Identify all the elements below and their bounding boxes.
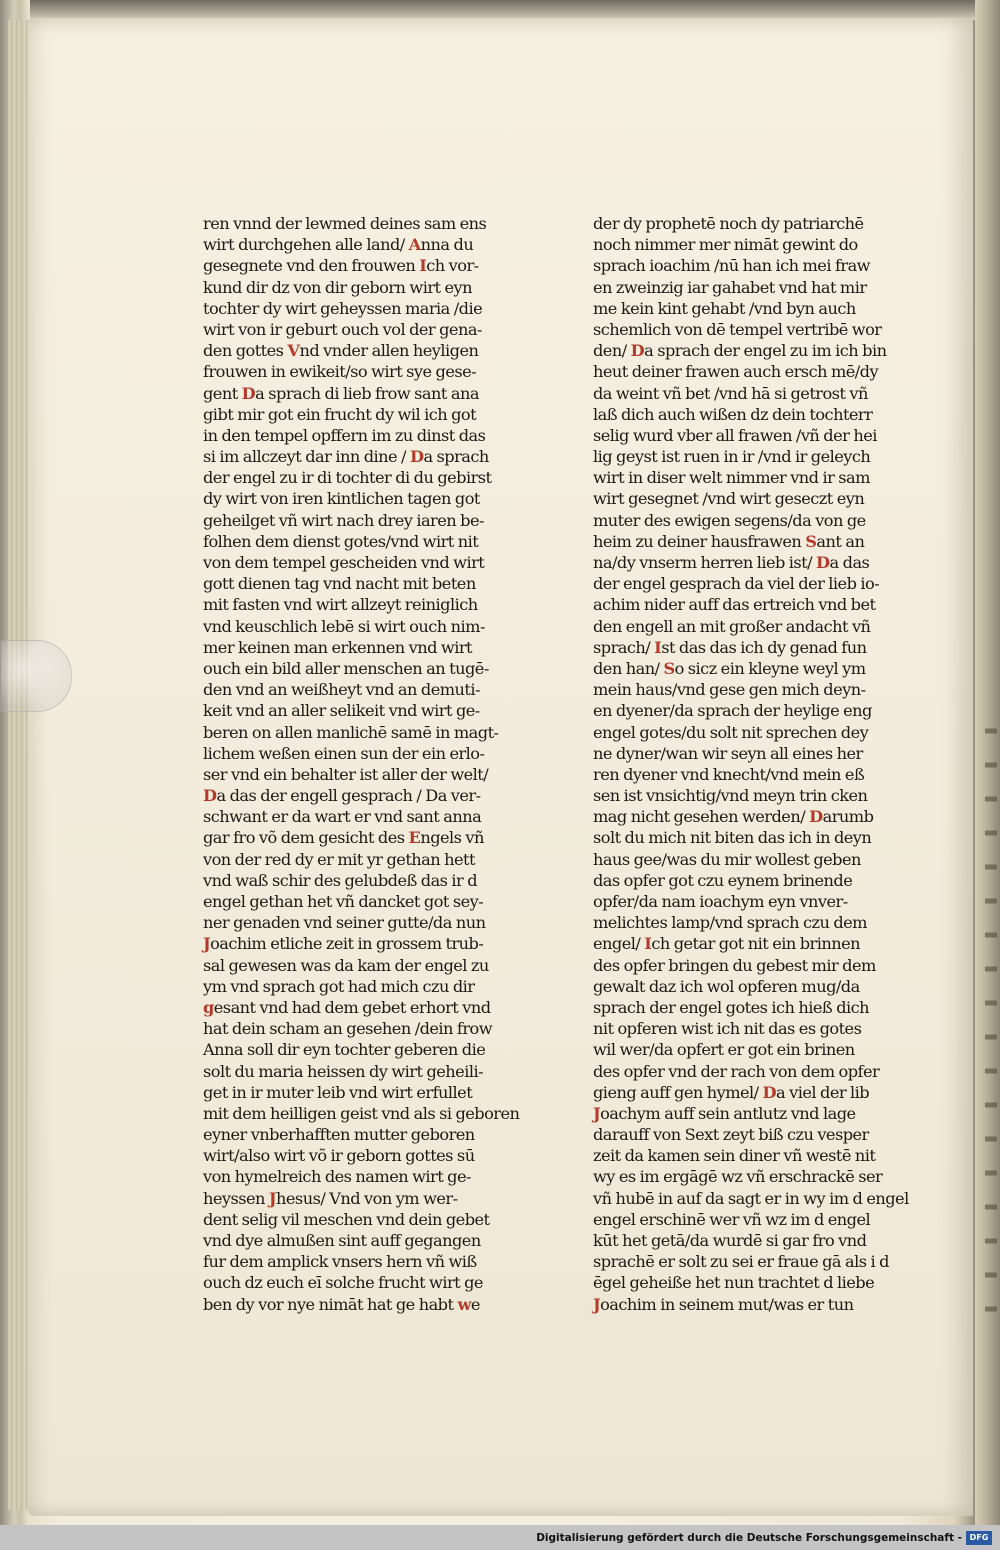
rubricated-initial: J — [203, 934, 211, 954]
text-line — [593, 743, 933, 764]
line-text: lig geyst ist ruen in ir /vnd ir geleych — [593, 447, 871, 467]
text-line — [203, 340, 543, 361]
line-text-continued: ch vor- — [426, 256, 479, 276]
line-text-continued: a viel der lib — [776, 1082, 870, 1102]
line-text: mit dem heilligen geist vnd als si geboren — [203, 1103, 520, 1123]
text-line — [593, 1039, 933, 1060]
rubricated-initial: E — [408, 828, 421, 848]
line-text: beren on allen manlichē samē in magt- — [203, 722, 499, 742]
text-line — [593, 277, 933, 298]
line-text: das opfer got czu eynem brinende — [593, 870, 853, 890]
line-text: en zweinzig iar gahabet vnd hat mir — [593, 277, 867, 297]
text-line — [593, 1251, 933, 1272]
text-line — [203, 552, 543, 573]
text-line — [593, 679, 933, 700]
line-text-continued: a das — [829, 553, 870, 572]
text-line — [593, 1145, 933, 1166]
line-text: laß dich auch wißen dz dein tochterr — [593, 404, 873, 424]
text-line — [203, 827, 543, 848]
line-text: mer keinen man erkennen vnd wirt — [203, 637, 472, 657]
line-text: des opfer bringen du gebest mir dem — [593, 955, 876, 975]
text-line — [593, 1209, 933, 1230]
text-line — [203, 510, 543, 531]
line-text: schemlich von dē tempel vertribē wor — [593, 319, 882, 339]
text-line — [203, 488, 543, 509]
text-line — [593, 234, 933, 255]
line-text-continued: ngels vñ — [420, 828, 484, 848]
line-text-continued: ant an — [816, 531, 865, 551]
line-text: heyssen — [203, 1188, 269, 1208]
line-text: heut deiner frawen auch ersch mē/dy — [593, 362, 879, 382]
text-line — [593, 488, 933, 509]
text-line — [593, 1124, 933, 1145]
line-text: wirt in diser welt nimmer vnd ir sam — [593, 468, 870, 488]
text-line — [593, 806, 933, 827]
line-text: engel gethan het vñ dancket got sey- — [203, 892, 484, 911]
line-text: ren vnnd der lewmed deines sam ens — [203, 214, 487, 233]
line-text: me kein kint gehabt /vnd byn auch — [593, 298, 856, 318]
text-line — [203, 658, 543, 679]
rubricated-initial: J — [268, 1188, 277, 1208]
text-line — [593, 870, 933, 891]
text-line — [593, 722, 933, 743]
text-line — [203, 1082, 543, 1103]
line-text-continued: arumb — [822, 807, 874, 827]
line-text: Anna soll dir eyn tochter geberen die — [203, 1040, 486, 1060]
rubricated-initial: D — [762, 1082, 777, 1102]
text-line — [593, 467, 933, 488]
text-line — [203, 955, 543, 976]
line-text: gesegnete vnd den frouwen — [203, 256, 420, 276]
line-text: vnd waß schir des gelubdeß das ir d — [203, 870, 478, 890]
line-text: der engel zu ir di tochter di du gebirst — [203, 468, 492, 488]
text-line — [203, 700, 543, 721]
text-line — [203, 531, 543, 552]
text-line — [593, 700, 933, 721]
text-line — [593, 298, 933, 319]
rubricated-initial: g — [203, 997, 214, 1017]
line-text-continued: oachim in seinem mut/was er tun — [600, 1294, 854, 1314]
line-text: den han/ — [593, 658, 664, 678]
line-text: vnd dye almußen sint auff gegangen — [203, 1231, 481, 1250]
line-text: hat dein scham an gesehen /dein frow — [203, 1019, 493, 1039]
text-line — [593, 658, 933, 679]
text-line — [593, 764, 933, 785]
line-text-continued: ch getar got nit ein brinnen — [651, 934, 861, 954]
line-text: sprach ioachim /nū han ich mei fraw — [593, 256, 870, 276]
rubricated-initial: S — [805, 531, 817, 551]
line-text: mag nicht gesehen werden/ — [593, 807, 810, 827]
line-text: gewalt daz ich wol opferen mug/da — [593, 976, 860, 996]
line-text: solt du maria heissen dy wirt geheili- — [203, 1061, 483, 1081]
rubricated-initial: I — [644, 934, 652, 954]
line-text: ouch ein bild aller menschen an tugē- — [203, 658, 489, 678]
line-text: wirt von ir geburt ouch vol der gena- — [203, 319, 482, 339]
text-line — [593, 531, 933, 552]
text-line — [203, 594, 543, 615]
line-text: darauff von Sext zeyt biß czu vesper — [593, 1125, 869, 1145]
line-text-continued: hesus/ Vnd von ym wer- — [276, 1188, 458, 1208]
line-text: der engel gesprach da viel der lieb io- — [593, 574, 880, 594]
text-line — [593, 446, 933, 467]
line-text: der dy prophetē noch dy patriarchē — [593, 214, 864, 233]
text-line — [203, 849, 543, 870]
text-line — [203, 933, 543, 954]
line-text: haus gee/was du mir wollest geben — [593, 849, 861, 869]
rubricated-initial: I — [654, 637, 662, 657]
rubricated-initial: I — [419, 256, 427, 276]
line-text: fur dem amplick vnsers hern vñ wiß — [203, 1252, 477, 1272]
line-text-continued: nd vnder allen heyligen — [299, 341, 479, 361]
text-line — [203, 1230, 543, 1251]
line-text-continued: nna du — [420, 235, 474, 255]
rubricated-initial: D — [809, 807, 823, 827]
text-line — [593, 255, 933, 276]
rubricated-initial: D — [816, 553, 830, 572]
line-text: heim zu deiner hausfrawen — [593, 531, 806, 551]
line-text: wirt durchgehen alle land/ — [203, 235, 409, 255]
line-text: von hymelreich des namen wirt ge- — [203, 1167, 471, 1187]
text-line — [203, 277, 543, 298]
line-text: wy es im ergāgē wz vñ erschrackē ser — [593, 1167, 883, 1187]
line-text: gar fro võ dem gesicht des — [203, 828, 409, 848]
facing-page-text-bleed — [985, 700, 997, 1340]
rubricated-initial: D — [203, 786, 217, 806]
text-line — [593, 849, 933, 870]
line-text: selig wurd vber all frawen /vñ der hei — [593, 425, 877, 445]
line-text: dent selig vil meschen vnd dein gebet — [203, 1209, 490, 1229]
text-line — [593, 976, 933, 997]
line-text-continued: a das der engell gesprach / Da ver- — [216, 786, 481, 806]
text-line — [203, 891, 543, 912]
page-clip — [0, 640, 72, 712]
line-text: opfer/da nam ioachym eyn vnver- — [593, 892, 848, 911]
line-text: engel gotes/du solt nit sprechen dey — [593, 722, 869, 742]
line-text: ēgel geheiße het nun trachtet d liebe — [593, 1273, 875, 1293]
line-text: da weint vñ bet /vnd hā si getrost vñ — [593, 383, 868, 403]
line-text: nit opferen wist ich nit das es gotes — [593, 1019, 862, 1039]
text-column-left — [203, 213, 543, 1315]
text-line — [203, 573, 543, 594]
rubricated-initial: w — [457, 1294, 471, 1314]
text-line — [203, 1272, 543, 1293]
text-line — [203, 213, 543, 234]
text-line — [203, 785, 543, 806]
line-text: keit vnd an aller selikeit vnd wirt ge- — [203, 701, 480, 721]
text-line — [203, 806, 543, 827]
line-text: folhen dem dienst gotes/vnd wirt nit — [203, 531, 479, 551]
rubricated-initial: D — [409, 447, 424, 467]
line-text: ner genaden vnd seiner gutte/da nun — [203, 913, 486, 933]
dfg-logo: DFG — [966, 1531, 992, 1545]
rubricated-initial: S — [663, 658, 675, 678]
text-line — [203, 722, 543, 743]
line-text: ben dy vor nye nimāt hat ge habt — [203, 1294, 458, 1314]
text-line — [203, 912, 543, 933]
line-text: vnd keuschlich lebē si wirt ouch nim- — [203, 616, 485, 636]
line-text: achim nider auff das ertreich vnd bet — [593, 595, 876, 615]
rubricated-initial: D — [241, 383, 256, 403]
text-line — [593, 912, 933, 933]
line-text: geheilget vñ wirt nach drey iaren be- — [203, 510, 484, 530]
text-line — [593, 552, 933, 573]
line-text: eyner vnberhafften mutter geboren — [203, 1125, 475, 1145]
line-text: na/dy vnserm herren lieb ist/ — [593, 553, 817, 572]
text-line — [593, 425, 933, 446]
line-text-continued: st das das ich dy genad fun — [661, 637, 867, 657]
text-line — [203, 1145, 543, 1166]
text-line — [203, 361, 543, 382]
line-text: zeit da kamen sein diner vñ westē nit — [593, 1146, 876, 1166]
line-text: sprach der engel gotes ich hieß dich — [593, 997, 870, 1017]
line-text: ouch dz euch eī solche frucht wirt ge — [203, 1273, 483, 1293]
line-text: vñ hubē in auf da sagt er in wy im d engel — [593, 1188, 909, 1208]
text-line — [593, 1018, 933, 1039]
text-line — [203, 234, 543, 255]
text-line — [593, 1061, 933, 1082]
text-line — [203, 319, 543, 340]
text-line — [203, 743, 543, 764]
line-text: wil wer/da opfert er got ein brinen — [593, 1040, 855, 1060]
text-line — [593, 510, 933, 531]
line-text-continued: esant vnd had dem gebet erhort vnd — [213, 997, 491, 1017]
line-text: den vnd an weißheyt vnd an demuti- — [203, 680, 480, 700]
rubricated-initial: A — [408, 235, 421, 255]
line-text: engel erschinē wer vñ wz im d engel — [593, 1209, 871, 1229]
text-line — [593, 1103, 933, 1124]
line-text: dy wirt von iren kintlichen tagen got — [203, 489, 480, 509]
line-text: schwant er da wart er vnd sant anna — [203, 807, 482, 827]
line-text: sen ist vnsichtig/vnd meyn trin cken — [593, 786, 868, 806]
line-text: engel/ — [593, 934, 645, 954]
text-line — [593, 340, 933, 361]
line-text: frouwen in ewikeit/so wirt sye gese- — [203, 362, 477, 382]
text-line — [203, 425, 543, 446]
text-line — [203, 404, 543, 425]
text-line — [593, 1294, 933, 1315]
rubricated-initial: V — [287, 341, 300, 361]
line-text: gott dienen tag vnd nacht mit beten — [203, 574, 476, 594]
line-text-continued: e — [470, 1294, 480, 1314]
text-line — [203, 1251, 543, 1272]
text-line — [203, 870, 543, 891]
text-line — [203, 1124, 543, 1145]
line-text: ne dyner/wan wir seyn all eines her — [593, 743, 863, 763]
text-line — [593, 361, 933, 382]
line-text: mein haus/vnd gese gen mich deyn- — [593, 680, 866, 700]
line-text: get in ir muter leib vnd wirt erfullet — [203, 1082, 473, 1102]
text-line — [203, 1188, 543, 1209]
text-line — [593, 637, 933, 658]
text-line — [593, 933, 933, 954]
text-line — [593, 997, 933, 1018]
text-line — [593, 891, 933, 912]
line-text: wirt gesegnet /vnd wirt geseczt eyn — [593, 489, 865, 509]
text-line — [203, 467, 543, 488]
line-text: noch nimmer mer nimāt gewint do — [593, 235, 858, 255]
line-text: en dyener/da sprach der heylige eng — [593, 701, 872, 721]
text-line — [203, 679, 543, 700]
line-text: in den tempel opffern im zu dinst das — [203, 425, 486, 445]
line-text: von der red dy er mit yr gethan hett — [203, 849, 475, 869]
line-text: den/ — [593, 341, 631, 361]
text-line — [593, 404, 933, 425]
line-text-continued: oachim etliche zeit in grossem trub- — [210, 934, 484, 954]
text-line — [593, 1082, 933, 1103]
text-line — [203, 1018, 543, 1039]
line-text: muter des ewigen segens/da von ge — [593, 510, 866, 530]
line-text: solt du mich nit biten das ich in deyn — [593, 828, 872, 848]
line-text: melichtes lamp/vnd sprach czu dem — [593, 913, 867, 933]
line-text: tochter dy wirt geheyssen maria /die — [203, 298, 483, 318]
line-text: lichem weßen einen sun der ein erlo- — [203, 743, 485, 763]
line-text: ym vnd sprach got had mich czu dir — [203, 976, 475, 996]
line-text: ser vnd ein behalter ist aller der welt/ — [203, 764, 489, 784]
footer-credit: Digitalisierung gefördert durch die Deutsche Forschungsgemeinschaft - — [536, 1532, 962, 1544]
line-text: sprachē er solt zu sei er fraue gā als i d — [593, 1252, 889, 1272]
line-text-continued: oachym auff sein antlutz vnd lage — [600, 1103, 856, 1123]
text-line — [203, 1294, 543, 1315]
text-line — [203, 764, 543, 785]
text-line — [203, 637, 543, 658]
line-text: wirt/also wirt võ ir geborn gottes sū — [203, 1146, 475, 1166]
line-text: kund dir dz von dir geborn wirt eyn — [203, 277, 472, 297]
rubricated-initial: J — [593, 1294, 601, 1314]
text-line — [593, 785, 933, 806]
text-line — [593, 1166, 933, 1187]
text-line — [203, 1103, 543, 1124]
text-line — [203, 383, 543, 404]
text-line — [203, 1039, 543, 1060]
text-line — [203, 976, 543, 997]
text-line — [203, 255, 543, 276]
line-text: mit fasten vnd wirt allzeyt reiniglich — [203, 595, 478, 615]
text-line — [593, 1272, 933, 1293]
line-text: von dem tempel gescheiden vnd wirt — [203, 553, 485, 572]
line-text: sprach/ — [593, 637, 655, 657]
text-line — [593, 319, 933, 340]
text-line — [593, 573, 933, 594]
text-line — [593, 594, 933, 615]
line-text: ren dyener vnd knecht/vnd mein eß — [593, 764, 865, 784]
line-text: des opfer vnd der rach von dem opfer — [593, 1061, 880, 1081]
line-text: sal gewesen was da kam der engel zu — [203, 955, 489, 975]
text-line — [203, 1166, 543, 1187]
text-line — [593, 955, 933, 976]
text-line — [593, 616, 933, 637]
rubricated-initial: J — [593, 1103, 601, 1123]
line-text: den gottes — [203, 341, 288, 361]
line-text: gieng auff gen hymel/ — [593, 1082, 763, 1102]
text-line — [203, 997, 543, 1018]
line-text: den engell an mit großer andacht vñ — [593, 616, 871, 636]
text-line — [203, 1209, 543, 1230]
text-line — [203, 298, 543, 319]
text-line — [593, 383, 933, 404]
text-line — [593, 213, 933, 234]
text-line — [593, 1188, 933, 1209]
text-line — [203, 616, 543, 637]
line-text-continued: a sprach der engel zu im ich bin — [644, 341, 887, 361]
line-text-continued: a sprach di lieb frow sant ana — [255, 383, 479, 403]
text-line — [203, 1061, 543, 1082]
line-text-continued: a sprach — [423, 447, 489, 467]
text-line — [593, 827, 933, 848]
text-column-right — [593, 213, 933, 1315]
line-text-continued: o sicz ein kleyne weyl ym — [674, 658, 866, 678]
book-top-edge — [30, 0, 975, 20]
rubricated-initial: D — [630, 341, 645, 361]
line-text: gent — [203, 383, 242, 403]
line-text: si im allczeyt dar inn dine / — [203, 447, 410, 467]
line-text: kūt het getā/da wurdē si gar fro vnd — [593, 1231, 867, 1250]
text-line — [593, 1230, 933, 1251]
line-text: gibt mir got ein frucht dy wil ich got — [203, 404, 477, 424]
page-stack-left — [8, 20, 30, 1510]
text-line — [203, 446, 543, 467]
